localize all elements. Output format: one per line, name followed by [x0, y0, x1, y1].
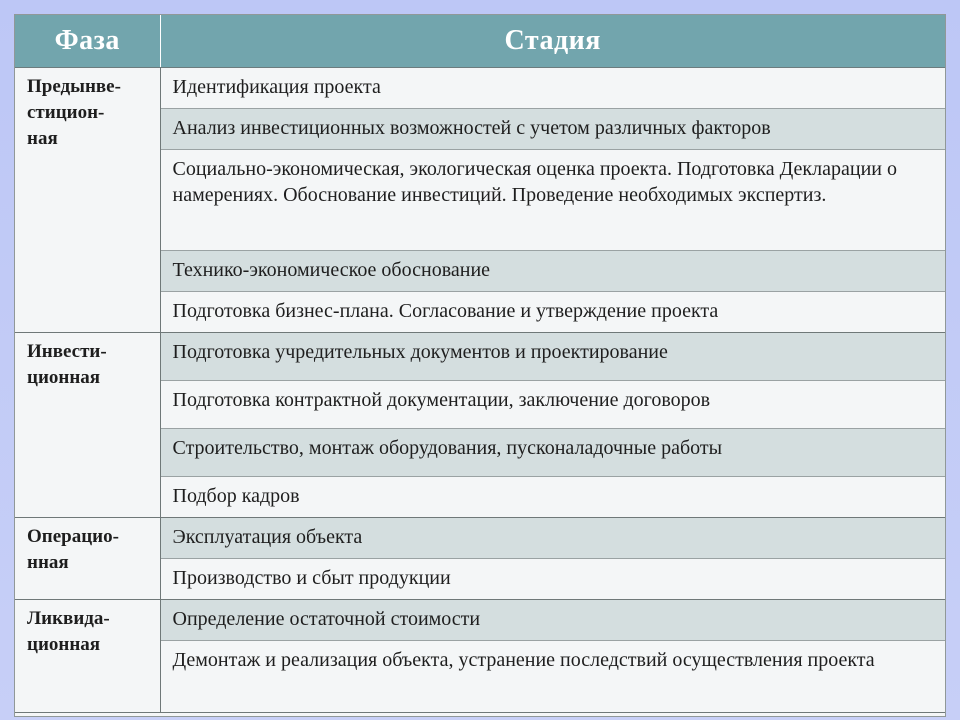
stage-cell: Подготовка бизнес-плана. Согласование и утверждение проекта — [160, 292, 945, 333]
stage-cell: Определение остаточной стоимости — [160, 600, 945, 641]
table-header-row — [15, 15, 945, 68]
stage-cell: Демонтаж и реализация объекта, устранение последствий осуществления проекта — [160, 641, 945, 713]
stage-cell: Социально-экономическая, экологическая оценка проекта. Подготовка Декларации о намерениях. Обоснование инвестиций. Проведение необходимых экспертиз. — [160, 150, 945, 251]
stage-cell: Строительство, монтаж оборудования, пусконаладочные работы — [160, 429, 945, 477]
project-phases-table — [15, 15, 945, 713]
stage-cell: Подготовка учредительных документов и проектирование — [160, 333, 945, 381]
stage-cell: Технико-экономическое обоснование — [160, 251, 945, 292]
phase-cell-investment — [15, 333, 160, 518]
table-row — [15, 600, 945, 641]
stage-cell: Производство и сбыт продукции — [160, 559, 945, 600]
table-row — [15, 333, 945, 381]
stage-cell: Идентификация проекта — [160, 68, 945, 109]
stage-cell: Эксплуатация объекта — [160, 518, 945, 559]
phase-label: Инвести- ционная — [27, 341, 107, 388]
phase-cell-pre-investment — [15, 68, 160, 333]
header-phase: Фаза — [15, 15, 160, 68]
table-row — [15, 518, 945, 559]
phase-cell-operational — [15, 518, 160, 600]
project-phases-table-container — [14, 14, 946, 717]
phase-cell-liquidation — [15, 600, 160, 713]
header-stage: Стадия — [160, 15, 945, 68]
phase-label: Предынве- стицион- ная — [27, 76, 121, 149]
stage-cell: Подбор кадров — [160, 477, 945, 518]
phase-label: Операцио- нная — [27, 526, 119, 573]
table-row — [15, 68, 945, 109]
stage-cell: Анализ инвестиционных возможностей с учетом различных факторов — [160, 109, 945, 150]
phase-label: Ликвида- ционная — [27, 608, 110, 655]
stage-cell: Подготовка контрактной документации, заключение договоров — [160, 381, 945, 429]
